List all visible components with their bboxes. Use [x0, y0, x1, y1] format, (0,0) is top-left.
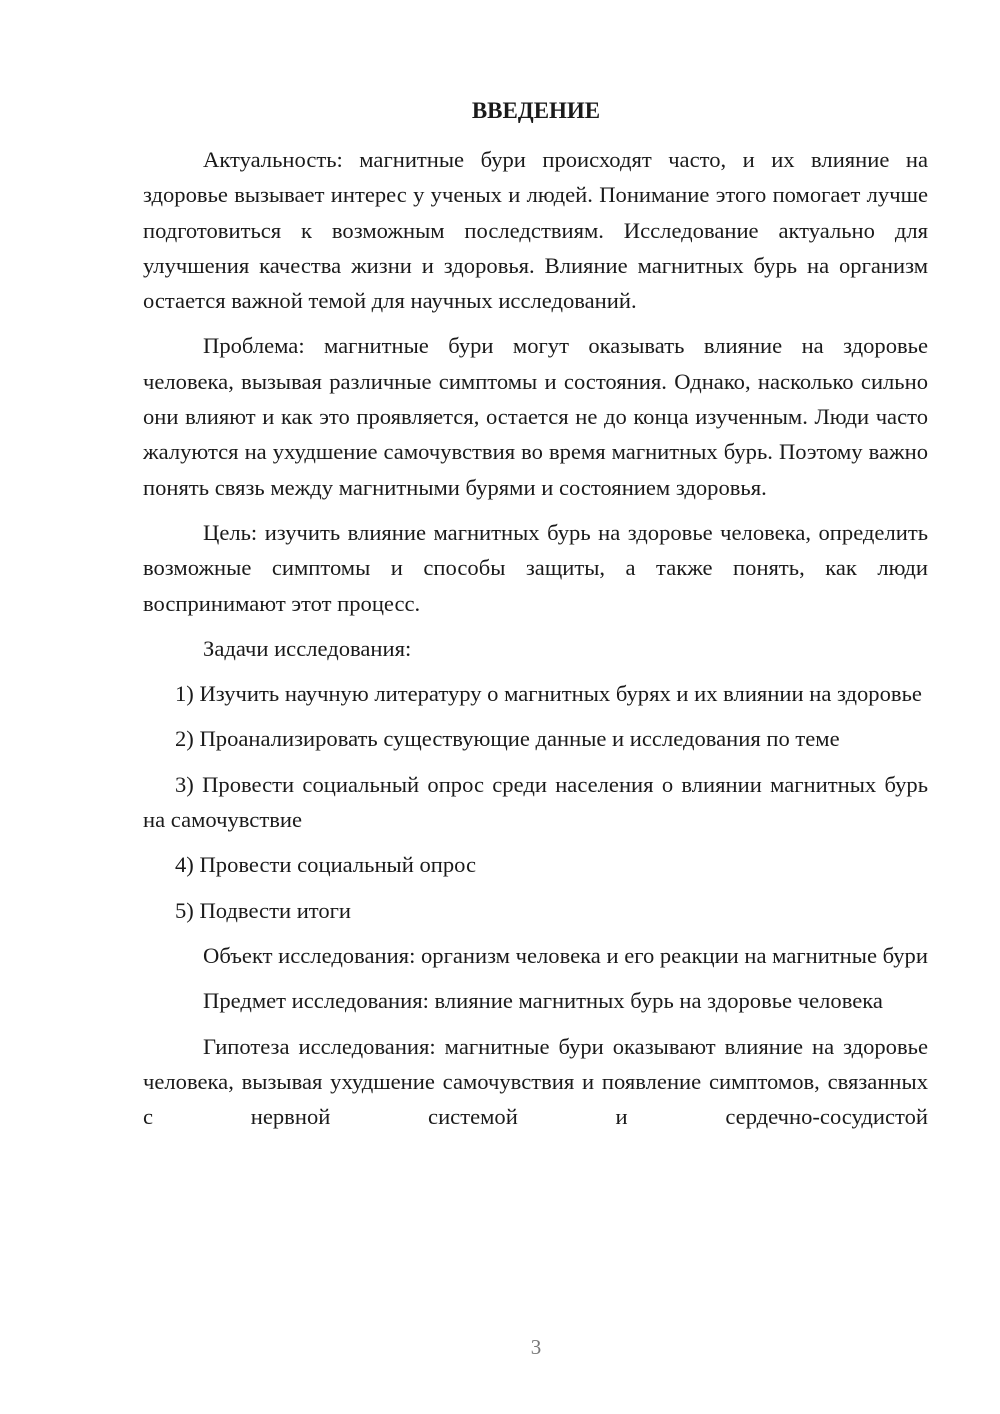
- paragraph-hypothesis: Гипотеза исследования: магнитные бури оказывают влияние на здоровье человека, вызывая ухудшение самочувствия и появление симптомов, связанных с нервной системой и сердечно-сосудистой: [143, 1033, 928, 1130]
- task-item: 2) Проанализировать существующие данные и исследования по теме: [175, 726, 840, 752]
- page-number: 3: [530, 1335, 542, 1359]
- paragraph-subject: Предмет исследования: влияние магнитных бурь на здоровье человека: [203, 988, 883, 1014]
- tasks-heading: Задачи исследования:: [203, 635, 412, 661]
- section-heading: ВВЕДЕНИЕ: [471, 98, 601, 123]
- paragraph-problem: Проблема: магнитные бури могут оказывать влияние на здоровье человека, вызывая различные симптомы и состояния. Однако, насколько сильно они влияют и как это проявляется, остается не до конца изученным. Люди часто жалуются на ухудшение самочувствия во время магнитных бурь. Поэтому важно понять связь между магнитными бурями и состоянием здоровья.: [143, 333, 928, 500]
- document-body: [143, 142, 928, 1134]
- task-item: 1) Изучить научную литературу о магнитных бурях и их влиянии на здоровье: [175, 681, 922, 707]
- task-item: 5) Подвести итоги: [175, 897, 352, 923]
- paragraph-relevance: Актуальность: магнитные бури происходят часто, и их влияние на здоровье вызывает интерес у ученых и людей. Понимание этого помогает лучше подготовиться к возможным последствиям. Исследование актуально для улучшения качества жизни и здоровья. Влияние магнитных бурь на организм остается важной темой для научных исследований.: [143, 147, 928, 314]
- paragraph-object: Объект исследования: организм человека и его реакции на магнитные бури: [203, 942, 928, 968]
- task-item: 3) Провести социальный опрос среди населения о влиянии магнитных бурь на самочувствие: [143, 771, 928, 833]
- task-item: 4) Провести социальный опрос: [175, 852, 477, 878]
- paragraph-goal: Цель: изучить влияние магнитных бурь на здоровье человека, определить возможные симптомы и способы защиты, а также понять, как люди воспринимают этот процесс.: [143, 519, 928, 616]
